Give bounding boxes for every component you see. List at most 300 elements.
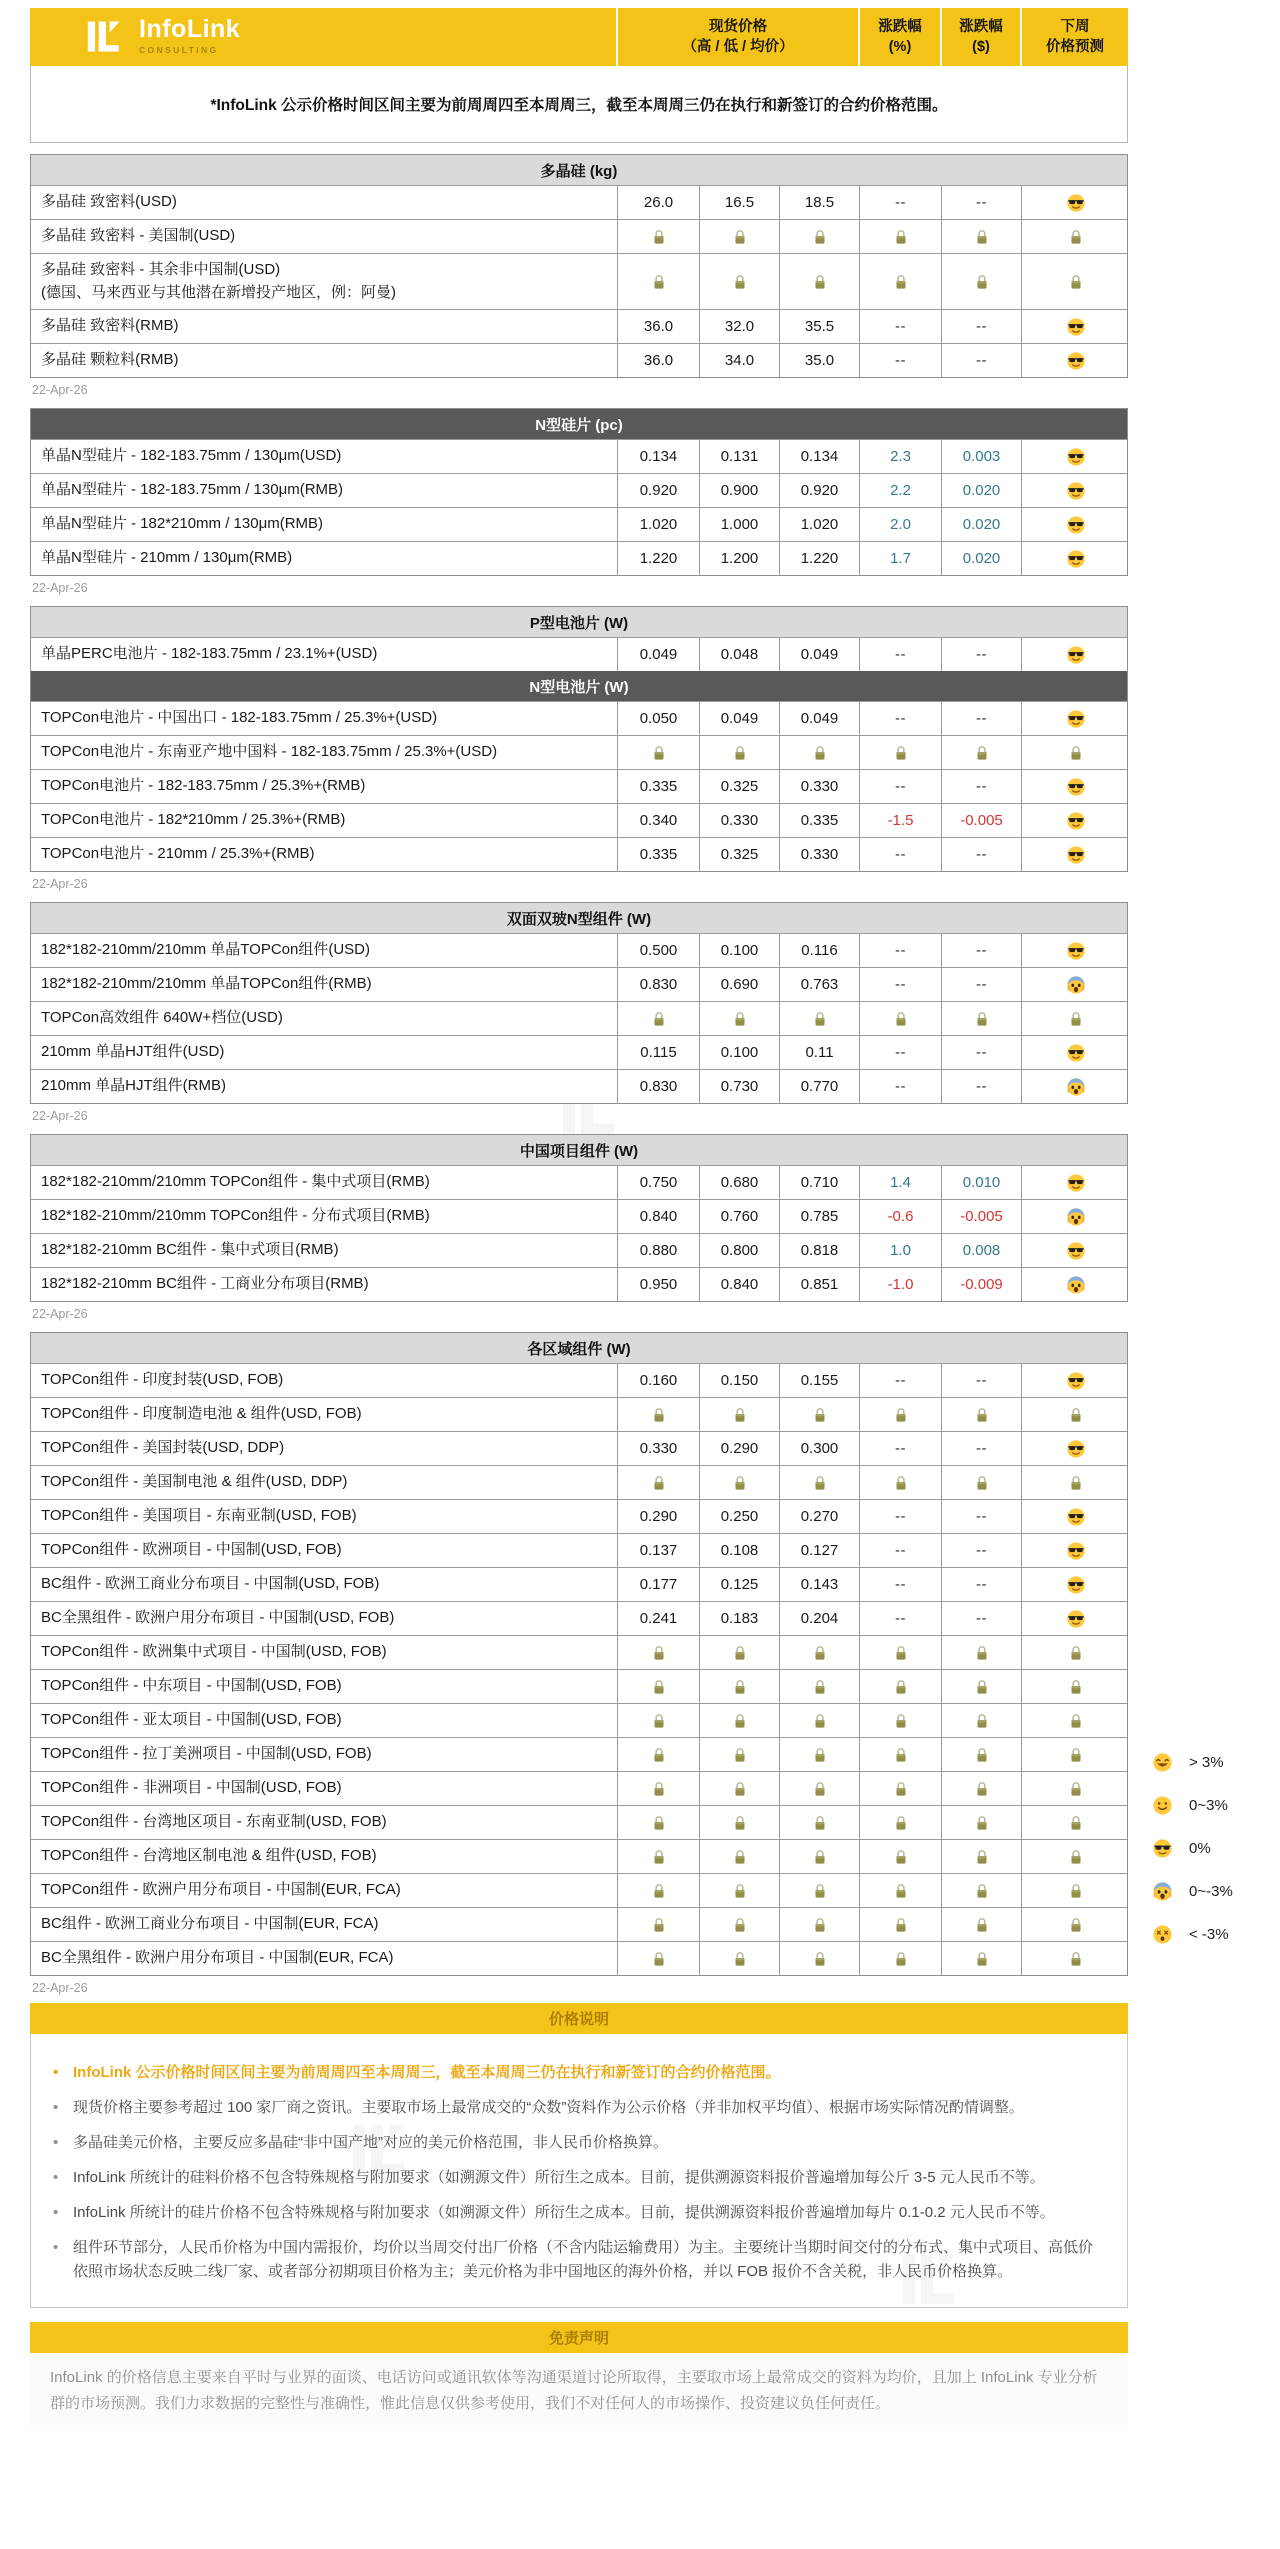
lock-icon (731, 1677, 749, 1697)
lock-icon (731, 1711, 749, 1731)
change-usd (941, 1908, 1021, 1941)
forecast (1021, 736, 1129, 769)
forecast (1021, 1166, 1129, 1199)
row-label-cell (31, 838, 617, 871)
lock-icon (892, 272, 910, 292)
emoji-cool-icon (1066, 1241, 1086, 1261)
cell-value: 0.11 (805, 1044, 834, 1061)
change-usd (941, 934, 1021, 967)
table-row (31, 541, 1127, 575)
row-label-cell (31, 1500, 617, 1533)
row-label: TOPCon组件 - 欧洲集中式项目 - 中国制(USD, FOB) (41, 1643, 387, 1661)
lock-icon (811, 1949, 829, 1969)
cell-value: 0.204 (800, 1610, 839, 1627)
price-high (617, 934, 699, 967)
cell-value: 35.0 (804, 352, 835, 369)
price-low (699, 1908, 779, 1941)
cell-value: -- (976, 1044, 987, 1061)
table-blocks (30, 154, 1128, 1995)
price-avg (779, 736, 859, 769)
cell-value: -- (976, 1610, 987, 1627)
lock-icon (1067, 1745, 1085, 1765)
cell-value: 0.137 (639, 1542, 678, 1559)
cell-value: 0.250 (720, 1508, 759, 1525)
emoji-cool-icon (1066, 317, 1086, 337)
price-low (699, 1772, 779, 1805)
price-high (617, 1806, 699, 1839)
cell-value: -- (895, 1576, 906, 1593)
row-sublabel: (德国、马来西亚与其他潜在新增投产地区，例：阿曼) (41, 283, 396, 301)
table-row (31, 1873, 1127, 1907)
price-high (617, 1268, 699, 1301)
cell-value: -0.6 (887, 1208, 914, 1225)
price-low (699, 1806, 779, 1839)
cell-value: 0.270 (800, 1508, 839, 1525)
price-low (699, 1534, 779, 1567)
legend-item (1152, 1795, 1233, 1816)
change-usd (941, 1036, 1021, 1069)
price-avg (779, 474, 859, 507)
change-pct (859, 310, 941, 343)
price-low (699, 770, 779, 803)
table-row (31, 933, 1127, 967)
row-label: 210mm 单晶HJT组件(USD) (41, 1043, 225, 1061)
cell-value: 26.0 (643, 194, 674, 211)
price-low (699, 508, 779, 541)
lock-icon (892, 1677, 910, 1697)
price-avg (779, 968, 859, 1001)
cell-value: -- (895, 710, 906, 727)
emoji-smile-icon (1152, 1795, 1173, 1816)
column-header-spot-price (616, 8, 858, 66)
row-label-cell (31, 1636, 617, 1669)
row-label-cell (31, 1942, 617, 1975)
row-label-cell (31, 1466, 617, 1499)
cell-value: 0.020 (962, 516, 1001, 533)
cell-value: 1.200 (720, 550, 759, 567)
cell-value: 1.0 (890, 1242, 911, 1259)
lock-icon (973, 272, 991, 292)
price-low (699, 1670, 779, 1703)
change-usd (941, 542, 1021, 575)
price-low (699, 1942, 779, 1975)
price-avg (779, 254, 859, 309)
cell-value: -- (976, 318, 987, 335)
forecast (1021, 220, 1129, 253)
price-table-block (30, 1332, 1128, 1995)
price-note-bullet: • InfoLink 所统计的硅料价格不包含特殊规格与附加要求（如溯源文件）所衍生之成本。目前，提供溯源资料报价普遍增加每公斤 3-5 元人民币不等。 (43, 2166, 1099, 2190)
cell-value: 0.760 (720, 1208, 759, 1225)
cell-value: 0.335 (639, 846, 678, 863)
change-pct (859, 968, 941, 1001)
cell-value: 0.840 (720, 1276, 759, 1293)
price-note-bullet: • 多晶硅美元价格，主要反应多晶硅“非中国产地”对应的美元价格范围，非人民币价格换算。 (43, 2131, 1099, 2155)
lock-icon (1067, 1847, 1085, 1867)
change-usd (941, 1268, 1021, 1301)
row-label: 单晶PERC电池片 - 182-183.75mm / 23.1%+(USD) (41, 645, 378, 663)
row-label: 182*182-210mm/210mm 单晶TOPCon组件(RMB) (41, 975, 372, 993)
forecast (1021, 770, 1129, 803)
change-pct (859, 1398, 941, 1431)
table-row (31, 1839, 1127, 1873)
change-pct (859, 1534, 941, 1567)
emoji-cool-icon (1066, 1541, 1086, 1561)
cell-value: 0.710 (800, 1174, 839, 1191)
row-label-cell (31, 310, 617, 343)
lock-icon (1067, 1779, 1085, 1799)
cell-value: -- (895, 646, 906, 663)
change-pct (859, 1500, 941, 1533)
lock-icon (731, 1915, 749, 1935)
emoji-grin-icon (1152, 1752, 1173, 1773)
lock-icon (1067, 272, 1085, 292)
change-pct (859, 934, 941, 967)
row-label: TOPCon组件 - 欧洲户用分布项目 - 中国制(EUR, FCA) (41, 1881, 401, 1899)
lock-icon (811, 1405, 829, 1425)
price-table-block (30, 1134, 1128, 1321)
brand-logo (30, 8, 616, 66)
cell-value: 36.0 (643, 318, 674, 335)
table-row (31, 1035, 1127, 1069)
change-usd (941, 440, 1021, 473)
note: *InfoLink 公示价格时间区间主要为前周周四至本周周三，截至本周周三仍在执行和新签订的合约价格范围。 (30, 66, 1128, 143)
table-row (31, 253, 1127, 309)
lock-icon (811, 1643, 829, 1663)
price-table (30, 902, 1128, 1104)
price-low (699, 804, 779, 837)
column-header-forecast (1020, 8, 1128, 66)
cell-value: 0.830 (639, 976, 678, 993)
cell-value: -- (976, 1576, 987, 1593)
row-label: BC组件 - 欧洲工商业分布项目 - 中国制(USD, FOB) (41, 1575, 380, 1593)
price-note-bullet: • 现货价格主要参考超过 100 家厂商之资讯。主要取市场上最常成交的“众数”资料作为公示价格（并非加权平均值）、根据市场实际情况酌情调整。 (43, 2096, 1099, 2120)
change-usd (941, 310, 1021, 343)
row-label: 多晶硅 致密料(RMB) (41, 317, 179, 335)
forecast (1021, 934, 1129, 967)
cell-value: 18.5 (804, 194, 835, 211)
price-high (617, 1398, 699, 1431)
row-label: TOPCon组件 - 亚太项目 - 中国制(USD, FOB) (41, 1711, 342, 1729)
lock-icon (811, 1881, 829, 1901)
price-low (699, 1002, 779, 1035)
cell-value: 0.116 (801, 942, 838, 959)
change-usd (941, 1398, 1021, 1431)
change-usd (941, 1942, 1021, 1975)
change-pct (859, 1466, 941, 1499)
section-date: 22-Apr-26 (32, 1307, 88, 1321)
price-avg (779, 186, 859, 219)
cell-value: -- (895, 846, 906, 863)
row-label: TOPCon组件 - 欧洲项目 - 中国制(USD, FOB) (41, 1541, 342, 1559)
row-label-cell (31, 736, 617, 769)
price-high (617, 1200, 699, 1233)
price-table-block (30, 154, 1128, 397)
emoji-dizzy-icon (1152, 1924, 1173, 1945)
cell-value: 0.010 (962, 1174, 1001, 1191)
table-row (31, 219, 1127, 253)
cell-value: -- (976, 1542, 987, 1559)
change-usd (941, 968, 1021, 1001)
change-usd (941, 804, 1021, 837)
row-label: TOPCon电池片 - 182-183.75mm / 25.3%+(RMB) (41, 777, 366, 795)
change-pct (859, 1908, 941, 1941)
table-row (31, 1233, 1127, 1267)
lock-icon (973, 1949, 991, 1969)
emoji-cool-icon (1066, 1439, 1086, 1459)
price-avg (779, 1268, 859, 1301)
price-avg (779, 1534, 859, 1567)
forecast (1021, 1636, 1129, 1669)
change-pct (859, 1070, 941, 1103)
brand-name: InfoLink (139, 15, 241, 44)
cell-value: 0.920 (800, 482, 839, 499)
price-low (699, 1398, 779, 1431)
emoji-cool-icon (1066, 447, 1086, 467)
change-usd (941, 838, 1021, 871)
emoji-scream-icon (1152, 1881, 1173, 1902)
price-avg (779, 440, 859, 473)
row-label-cell (31, 508, 617, 541)
cell-value: 1.000 (720, 516, 759, 533)
change-usd (941, 1636, 1021, 1669)
cell-value: 0.003 (962, 448, 1001, 465)
table-row (31, 803, 1127, 837)
row-label-cell (31, 1874, 617, 1907)
lock-icon (650, 227, 668, 247)
price-high (617, 1704, 699, 1737)
cell-value: 0.325 (720, 846, 759, 863)
price-high (617, 344, 699, 377)
legend-label: 0~3% (1189, 1797, 1228, 1814)
lock-icon (650, 1813, 668, 1833)
row-label: TOPCon组件 - 美国项目 - 东南亚制(USD, FOB) (41, 1507, 357, 1525)
row-label-cell (31, 1002, 617, 1035)
change-pct (859, 440, 941, 473)
price-avg (779, 1398, 859, 1431)
cell-value: -- (976, 1372, 987, 1389)
lock-icon (650, 1009, 668, 1029)
cell-value: -- (976, 1078, 987, 1095)
lock-icon (973, 1711, 991, 1731)
lock-icon (973, 1813, 991, 1833)
cell-value: 0.690 (720, 976, 759, 993)
spot-subtitle: （高 / 低 / 均价） (682, 39, 794, 55)
table-row (31, 1601, 1127, 1635)
table-row (31, 343, 1127, 377)
emoji-cool-icon (1066, 481, 1086, 501)
price-high (617, 838, 699, 871)
change-pct (859, 508, 941, 541)
lock-icon (650, 272, 668, 292)
emoji-scream-icon (1066, 975, 1086, 995)
change-usd (941, 344, 1021, 377)
lock-icon (892, 1915, 910, 1935)
price-avg (779, 1002, 859, 1035)
cell-value: 0.920 (639, 482, 678, 499)
forecast (1021, 1432, 1129, 1465)
price-table (30, 154, 1128, 378)
lock-icon (892, 1473, 910, 1493)
cell-value: 0.049 (639, 646, 678, 663)
row-label-cell (31, 1670, 617, 1703)
emoji-cool-icon (1066, 1507, 1086, 1527)
forecast-subtitle: 价格预测 (1046, 39, 1104, 55)
cell-value: 34.0 (724, 352, 755, 369)
cell-value: 0.785 (800, 1208, 839, 1225)
change-usd (941, 1704, 1021, 1737)
emoji-cool-icon (1066, 709, 1086, 729)
row-label-cell (31, 1704, 617, 1737)
forecast (1021, 1268, 1129, 1301)
price-table-block (30, 606, 1128, 891)
change-pct (859, 804, 941, 837)
row-label-cell (31, 1772, 617, 1805)
price-avg (779, 1704, 859, 1737)
forecast (1021, 310, 1129, 343)
table-row (31, 1199, 1127, 1233)
usd-title: 涨跌幅 (959, 18, 1003, 35)
price-avg (779, 1500, 859, 1533)
table-row (31, 1465, 1127, 1499)
cell-value: 0.241 (639, 1610, 678, 1627)
price-avg (779, 838, 859, 871)
price-low (699, 220, 779, 253)
lock-icon (973, 1677, 991, 1697)
price-low (699, 254, 779, 309)
lock-icon (892, 1711, 910, 1731)
section-header: 双面双玻N型组件 (W) (31, 903, 1127, 933)
cell-value: -- (976, 846, 987, 863)
lock-icon (811, 1009, 829, 1029)
lock-icon (650, 1405, 668, 1425)
cell-value: -- (976, 778, 987, 795)
lock-icon (1067, 1643, 1085, 1663)
cell-value: 16.5 (724, 194, 755, 211)
price-low (699, 440, 779, 473)
cell-value: 0.851 (800, 1276, 839, 1293)
lock-icon (973, 1881, 991, 1901)
price-avg (779, 344, 859, 377)
lock-icon (650, 1915, 668, 1935)
lock-icon (731, 1643, 749, 1663)
cell-value: 0.100 (720, 942, 759, 959)
change-pct (859, 1364, 941, 1397)
price-high (617, 508, 699, 541)
lock-icon (731, 1949, 749, 1969)
price-avg (779, 1670, 859, 1703)
price-avg (779, 804, 859, 837)
row-label-cell (31, 440, 617, 473)
cell-value: 0.290 (720, 1440, 759, 1457)
change-pct (859, 542, 941, 575)
price-low (699, 1840, 779, 1873)
cell-value: 0.950 (639, 1276, 678, 1293)
change-usd (941, 736, 1021, 769)
price-avg (779, 1806, 859, 1839)
cell-value: 0.335 (800, 812, 839, 829)
forecast (1021, 1568, 1129, 1601)
emoji-cool-icon (1066, 777, 1086, 797)
price-high (617, 638, 699, 671)
table-row (31, 769, 1127, 803)
cell-value: 0.134 (639, 448, 678, 465)
price-avg (779, 1234, 859, 1267)
change-pct (859, 638, 941, 671)
change-usd (941, 1166, 1021, 1199)
lock-icon (731, 1779, 749, 1799)
cell-value: -- (976, 352, 987, 369)
legend-label: 0% (1189, 1840, 1211, 1857)
lock-icon (811, 272, 829, 292)
table-row (31, 1941, 1127, 1975)
lock-icon (973, 1473, 991, 1493)
lock-icon (731, 1405, 749, 1425)
table-row (31, 309, 1127, 343)
price-avg (779, 310, 859, 343)
price-high (617, 1500, 699, 1533)
cell-value: -- (895, 778, 906, 795)
row-label: 多晶硅 致密料 - 其余非中国制(USD) (41, 261, 281, 278)
price-avg (779, 1636, 859, 1669)
cell-value: -- (976, 976, 987, 993)
change-pct (859, 702, 941, 735)
price-avg (779, 1908, 859, 1941)
brand-header (30, 8, 1128, 66)
lock-icon (731, 1881, 749, 1901)
emoji-cool-icon (1066, 1371, 1086, 1391)
row-label-cell (31, 770, 617, 803)
lock-icon (892, 1643, 910, 1663)
cell-value: 2.2 (890, 482, 911, 499)
cell-value: -- (976, 710, 987, 727)
emoji-cool-icon (1066, 941, 1086, 961)
change-pct (859, 1432, 941, 1465)
change-pct (859, 1840, 941, 1873)
infolink-logo-icon (86, 18, 126, 56)
legend (1152, 1752, 1233, 1945)
row-label: 单晶N型硅片 - 182-183.75mm / 130μm(USD) (41, 447, 342, 465)
cell-value: 0.880 (639, 1242, 678, 1259)
lock-icon (650, 1949, 668, 1969)
cell-value: -- (895, 1078, 906, 1095)
forecast (1021, 1534, 1129, 1567)
change-pct (859, 1166, 941, 1199)
lock-icon (650, 1643, 668, 1663)
forecast (1021, 1602, 1129, 1635)
change-usd (941, 474, 1021, 507)
section-date: 22-Apr-26 (32, 1981, 88, 1995)
price-high (617, 254, 699, 309)
cell-value: 1.7 (890, 550, 911, 567)
row-label-cell (31, 702, 617, 735)
row-label: 182*182-210mm BC组件 - 工商业分布项目(RMB) (41, 1275, 369, 1293)
cell-value: 0.325 (720, 778, 759, 795)
price-high (617, 1432, 699, 1465)
lock-icon (892, 1745, 910, 1765)
change-pct (859, 770, 941, 803)
row-label: TOPCon电池片 - 210mm / 25.3%+(RMB) (41, 845, 315, 863)
price-low (699, 638, 779, 671)
cell-value: 0.100 (720, 1044, 759, 1061)
row-label: TOPCon组件 - 非洲项目 - 中国制(USD, FOB) (41, 1779, 342, 1797)
row-label: TOPCon组件 - 美国制电池 & 组件(USD, DDP) (41, 1473, 348, 1491)
legend-item (1152, 1752, 1233, 1773)
cell-value: -1.5 (887, 812, 914, 829)
forecast (1021, 1874, 1129, 1907)
section-header: N型电池片 (W) (31, 671, 1127, 701)
row-label-cell (31, 1602, 617, 1635)
emoji-cool-icon (1066, 549, 1086, 569)
